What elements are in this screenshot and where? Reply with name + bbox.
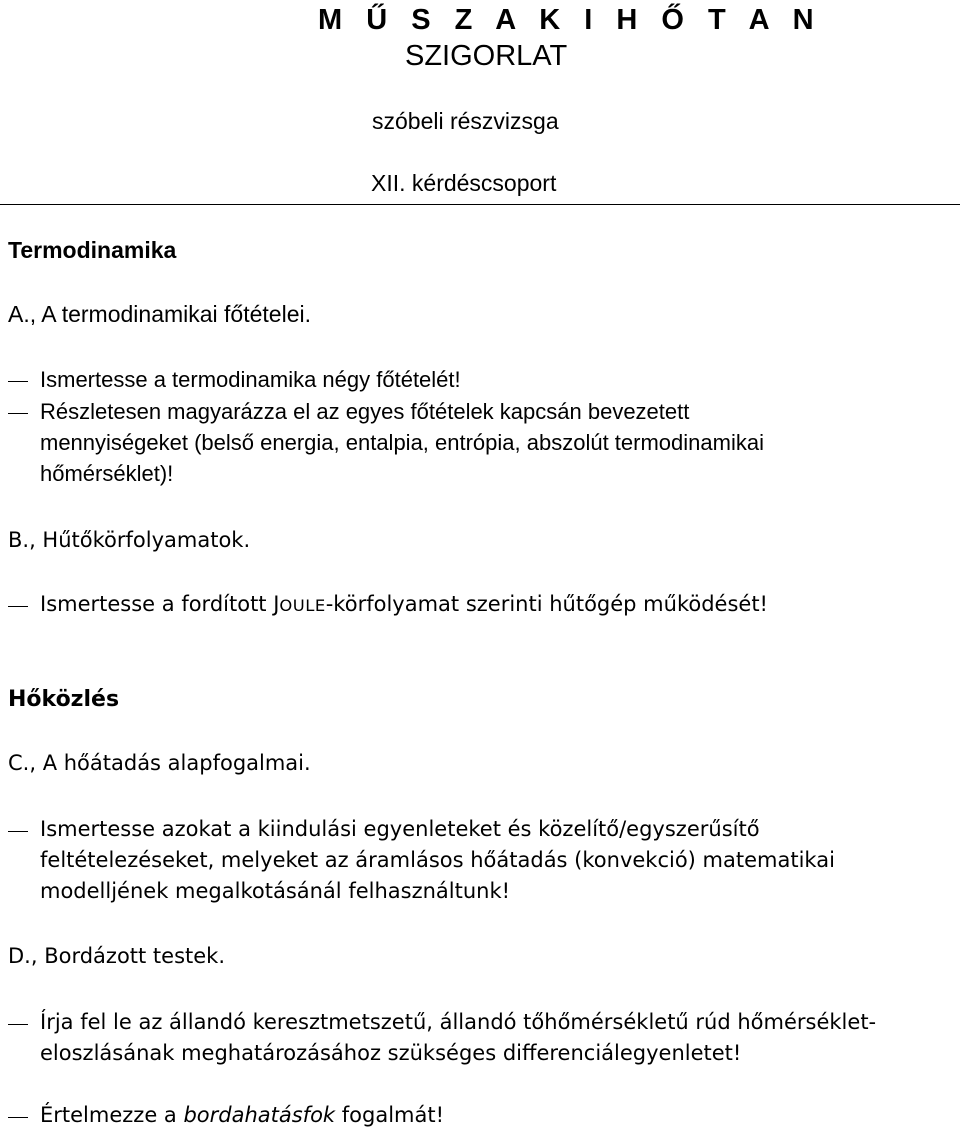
part-d-bullet-2: [40, 1100, 940, 1131]
bullet-dash: [8, 1117, 28, 1118]
part-b-bullet-1: [40, 589, 940, 621]
part-d-bullet-2-prefix: Értelmezze a: [40, 1103, 184, 1127]
document-title-spaced: M Ű S Z A K I H Ő T A N: [318, 4, 822, 36]
bullet-dash: [8, 413, 28, 414]
section-title-hokozles: Hőközlés: [8, 687, 120, 712]
exam-type: szóbeli részvizsga: [372, 108, 559, 134]
part-d-heading: D., Bordázott testek.: [8, 944, 226, 968]
part-d-bullet-1: Írja fel le az állandó keresztmetszetű, állandó tőhőmérsékletű rúd hőmérséklet-eloszlásának meghatározásához szükséges differenciálegyenletet!: [40, 1010, 877, 1065]
part-c-bullet-1: Ismertesse azokat a kiindulási egyenleteket és közelítő/egyszerűsítő feltételezéseket, melyeket az áramlásos hőátadás (konvekció) matematikai modelljének megalkotásánál felhasználtunk!: [40, 817, 835, 903]
part-b-heading: B., Hűtőkörfolyamatok.: [8, 528, 251, 552]
part-d-bullet-2-suffix: fogalmát!: [335, 1103, 445, 1127]
part-a-bullet-2: Részletesen magyarázza el az egyes főtételek kapcsán bevezetett mennyiségeket (belső energia, entalpia, entrópia, abszolút termodinamikai hőmérséklet)!: [40, 399, 764, 486]
header-divider: [0, 204, 960, 205]
question-group: XII. kérdéscsoport: [371, 170, 557, 196]
part-c-heading: C., A hőátadás alapfogalmai.: [8, 751, 311, 775]
part-b-bullet-suffix: -körfolyamat szerinti hűtőgép működését!: [325, 592, 768, 616]
bordahatasfok-term: bordahatásfok: [183, 1103, 336, 1127]
bullet-dash: [8, 1024, 28, 1025]
bullet-dash: [8, 606, 28, 607]
joule-name-first: J: [273, 592, 280, 616]
bullet-dash: [8, 831, 28, 832]
bullet-dash: [8, 381, 28, 382]
part-a-bullet-1: Ismertesse a termodinamika négy főtételét!: [40, 367, 461, 392]
section-title-termodinamika: Termodinamika: [8, 237, 177, 263]
document-title: SZIGORLAT: [405, 40, 568, 72]
part-a-heading: A., A termodinamikai főtételei.: [8, 301, 311, 327]
joule-name-rest: OULE: [279, 596, 326, 615]
part-b-bullet-prefix: Ismertesse a fordított: [40, 592, 274, 616]
